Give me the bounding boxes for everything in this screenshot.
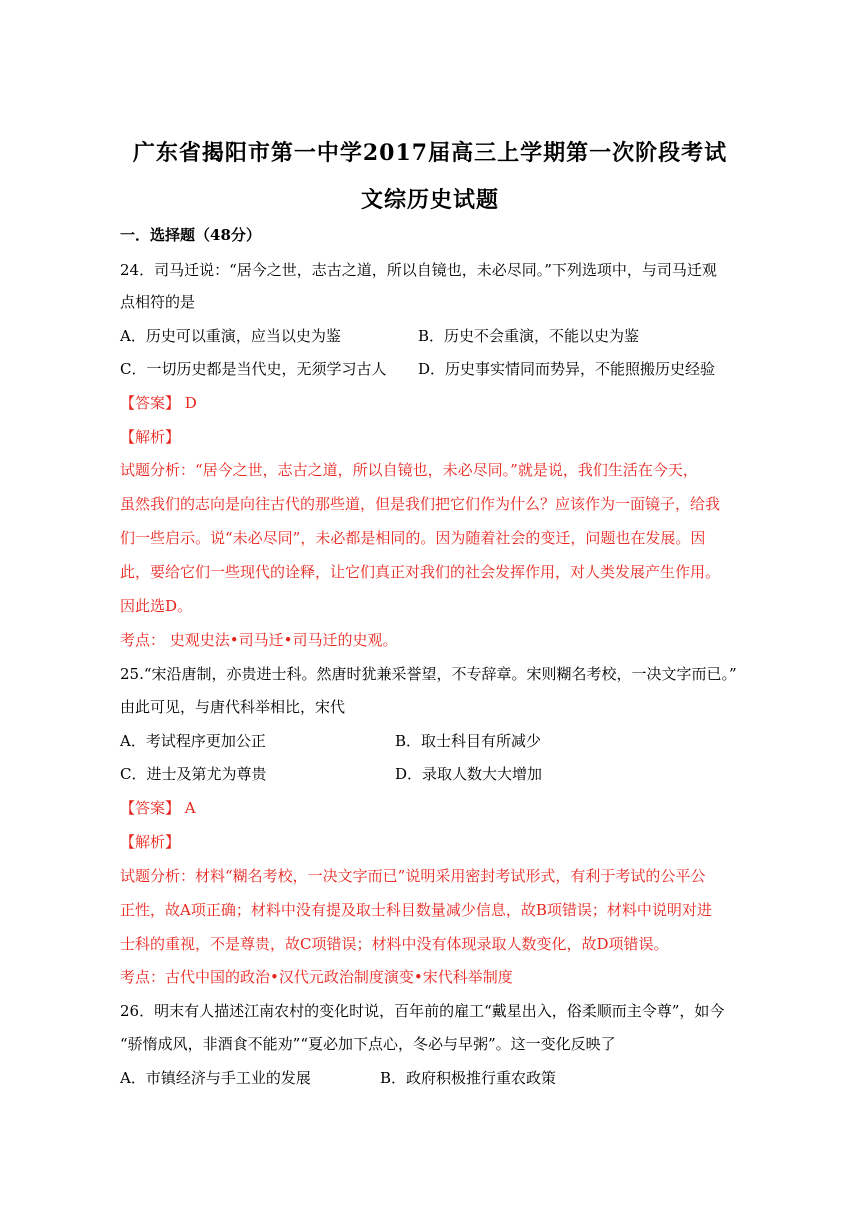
answer-value: D [184, 394, 197, 412]
q26-option-a: A．市镇经济与手工业的发展 [120, 1069, 311, 1087]
q25-option-b: B．取士科目有所减少 [395, 732, 542, 750]
q25-analysis-line: 士科的重视，不是尊贵，故C项错误；材料中没有体现录取人数变化，故D项错误。 [120, 935, 669, 953]
q24-stem-line2: 点相符的是 [120, 293, 196, 311]
q24-analysis-line: 虽然我们的志向是向往古代的那些道，但是我们把它们作为什么？应该作为一面镜子，给我 [120, 495, 721, 513]
q25-option-c: C．进士及第尤为尊贵 [120, 765, 267, 783]
q24-analysis-label: 【解析】 [120, 428, 181, 446]
exam-title: 广东省揭阳市第一中学2017届高三上学期第一次阶段考试 [132, 140, 728, 166]
answer-label: 【答案】 [120, 394, 181, 412]
q25-stem-line1: 25.“宋沿唐制，亦贵进士科。然唐时犹兼采誉望，不专辞章。宋则糊名考校，一决文字而已。” [120, 665, 737, 683]
q24-kaodian: 考点： 史观史法•司马迁•司马迁的史观。 [120, 631, 398, 649]
q24-analysis-line: 们一些启示。说“未必尽同”，未必都是相同的。因为随着社会的变迁，问题也在发展。因 [120, 529, 706, 547]
q25-stem-line2: 由此可见，与唐代科举相比，宋代 [120, 698, 346, 716]
section-heading: 一．选择题（48分） [120, 226, 261, 244]
q25-analysis-line: 试题分析：材料“糊名考校，一决文字而已”说明采用密封考试形式，有利于考试的公平公 [120, 867, 706, 885]
q25-answer [120, 798, 196, 818]
q24-analysis-line: 此，要给它们一些现代的诠释，让它们真正对我们的社会发挥作用，对人类发展产生作用。 [120, 563, 721, 581]
q26-stem-line2: “骄惰成风，非酒食不能劝”“夏必加下点心，冬必与早粥”。这一变化反映了 [120, 1035, 616, 1053]
q26-option-b: B．政府积极推行重农政策 [380, 1069, 557, 1087]
answer-label: 【答案】 [120, 799, 181, 817]
q24-option-d: D．历史事实情同而势异，不能照搬历史经验 [418, 360, 716, 378]
q24-answer [120, 393, 197, 413]
q24-option-c: C．一切历史都是当代史，无须学习古人 [120, 360, 387, 378]
q25-analysis-line: 正性，故A项正确；材料中没有提及取士科目数量减少信息，故B项错误；材料中说明对进 [120, 901, 712, 919]
exam-subtitle: 文综历史试题 [360, 187, 499, 213]
q25-option-d: D．录取人数大大增加 [395, 765, 543, 783]
answer-value: A [184, 799, 196, 817]
q24-analysis-line: 因此选D。 [120, 597, 193, 615]
q24-option-a: A．历史可以重演，应当以史为鉴 [120, 327, 341, 345]
q26-stem-line1: 26．明末有人描述江南农村的变化时说，百年前的雇工“戴星出入，俗柔顺而主令尊”，如今 [120, 1002, 725, 1020]
q24-option-b: B．历史不会重演，不能以史为鉴 [418, 327, 640, 345]
q24-analysis-line: 试题分析：“居今之世，志古之道，所以自镜也，未必尽同。”就是说，我们生活在今天， [120, 461, 698, 479]
q25-kaodian: 考点：古代中国的政治•汉代元政治制度演变•宋代科举制度 [120, 968, 513, 986]
q24-stem-line1: 24．司马迁说：“居今之世，志古之道，所以自镜也，未必尽同。”下列选项中，与司马迁观 [120, 261, 717, 279]
q25-option-a: A．考试程序更加公正 [120, 732, 266, 750]
q25-analysis-label: 【解析】 [120, 833, 181, 851]
